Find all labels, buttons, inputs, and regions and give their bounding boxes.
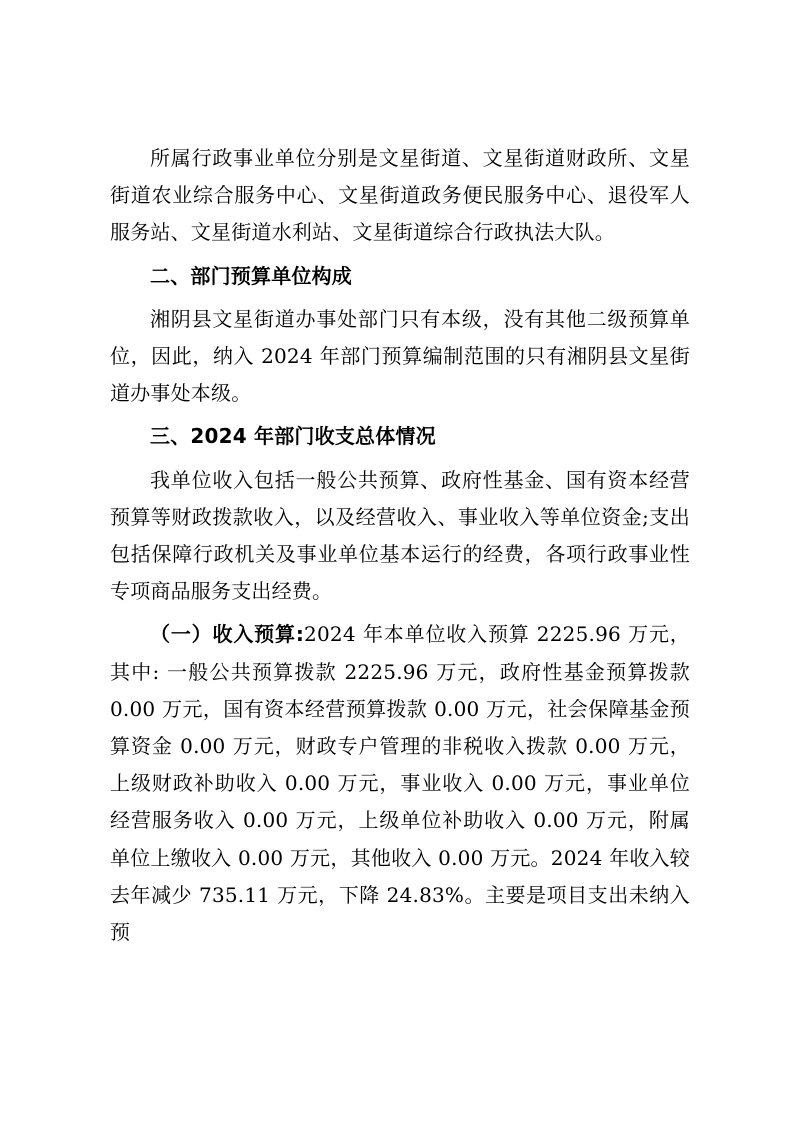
budget-units-paragraph: 湘阴县文星街道办事处部门只有本级，没有其他二级预算单位，因此，纳入 2024 年部门预算编制范围的只有湘阴县文星街道办事处本级。 (110, 306, 690, 406)
intro-paragraph: 所属行政事业单位分别是文星街道、文星街道财政所、文星街道农业综合服务中心、文星街道政务便民服务中心、退役军人服务站、文星街道水利站、文星街道综合行政执法大队。 (110, 146, 690, 245)
section-heading-overall: 三、2024 年部门收支总体情况 (150, 424, 436, 449)
overall-paragraph: 我单位收入包括一般公共预算、政府性基金、国有资本经营预算等财政拨款收入，以及经营收入、事业收入等单位资金;支出包括保障行政机关及事业单位基本运行的经费，各项行政事业性专项商品服务支出经费。 (110, 467, 690, 604)
document-body (110, 140, 690, 951)
income-paragraph (110, 616, 690, 951)
income-lead: （一）收入预算: (150, 622, 305, 647)
income-text: 2024 年本单位收入预算 2225.96 万元，其中: 一般公共预算拨款 2225.96 万元，政府性基金预算拨款 0.00 万元，国有资本经营预算拨款 0.00 万元，社会保障基金预算资金 0.00 万元，财政专户管理的非税收入拨款 0.00 万元，上级财政补助收入 0.00 万元，事业收入 0.00 万元，事业单位经营服务收入 0.00 万元，上级单位补助收入 0.00 万元，附属单位上缴收入 0.00 万元，其他收入 0.00 万元。2024 年收入较去年减少 735.11 万元，下降 24.83%。主要是项目支出未纳入预 (110, 622, 690, 945)
section-heading-budget-units: 二、部门预算单位构成 (150, 263, 352, 288)
